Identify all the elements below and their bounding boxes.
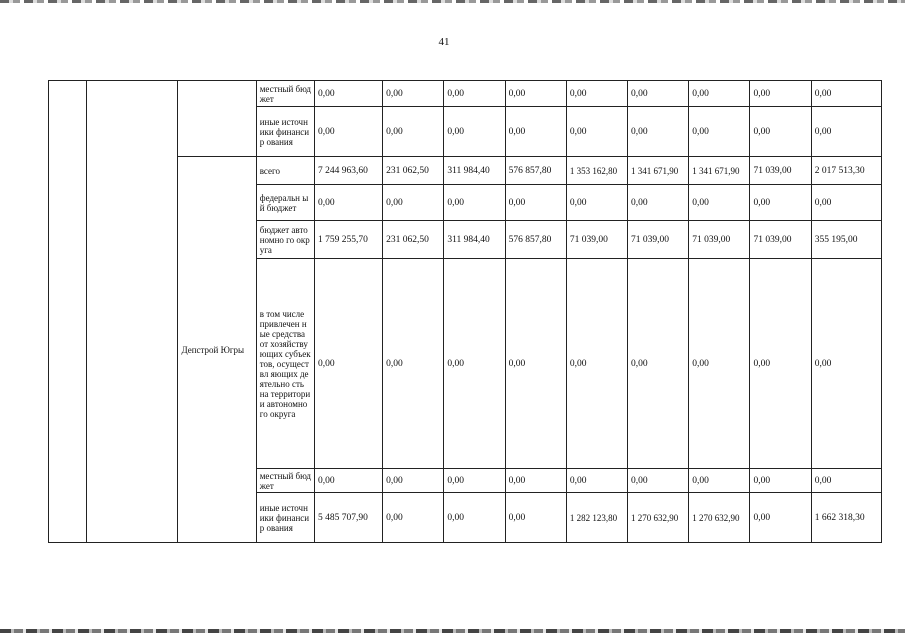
table-cell: 0,00 bbox=[314, 185, 382, 221]
table-cell: 231 062,50 bbox=[383, 157, 444, 185]
row-label: местный бюджет bbox=[256, 81, 314, 107]
table-cell: 71 039,00 bbox=[628, 221, 689, 259]
table-cell: 0,00 bbox=[811, 107, 881, 157]
table-cell: 0,00 bbox=[505, 469, 566, 493]
row-label: местный бюджет bbox=[256, 469, 314, 493]
table-cell: 0,00 bbox=[383, 81, 444, 107]
table-cell: 1 341 671,90 bbox=[689, 157, 750, 185]
table-cell: 0,00 bbox=[314, 259, 382, 469]
table-cell: 0,00 bbox=[383, 493, 444, 543]
row-label: всего bbox=[256, 157, 314, 185]
table-cell: 71 039,00 bbox=[566, 221, 627, 259]
table-cell: 0,00 bbox=[689, 469, 750, 493]
table-cell: 71 039,00 bbox=[750, 221, 811, 259]
table-cell: 0,00 bbox=[689, 259, 750, 469]
table-cell: 0,00 bbox=[383, 469, 444, 493]
table-cell: 0,00 bbox=[750, 107, 811, 157]
table-cell: 0,00 bbox=[444, 493, 505, 543]
table-cell: 5 485 707,90 bbox=[314, 493, 382, 543]
table-cell: 0,00 bbox=[566, 259, 627, 469]
table-cell: 0,00 bbox=[811, 81, 881, 107]
table-row bbox=[49, 81, 882, 107]
scan-edge-bottom bbox=[0, 629, 905, 633]
table-cell: 0,00 bbox=[628, 107, 689, 157]
table-cell: 355 195,00 bbox=[811, 221, 881, 259]
table-cell: 0,00 bbox=[750, 469, 811, 493]
table-cell: 0,00 bbox=[750, 493, 811, 543]
organization-name: Депстрой Югры bbox=[178, 157, 256, 543]
table-cell: 0,00 bbox=[750, 185, 811, 221]
table-cell: 0,00 bbox=[628, 259, 689, 469]
table-cell: 1 662 318,30 bbox=[811, 493, 881, 543]
table-cell: 0,00 bbox=[505, 107, 566, 157]
table-cell: 1 759 255,70 bbox=[314, 221, 382, 259]
table-cell: 0,00 bbox=[444, 107, 505, 157]
table-cell: 0,00 bbox=[444, 469, 505, 493]
table-cell: 0,00 bbox=[444, 81, 505, 107]
table-cell: 0,00 bbox=[505, 185, 566, 221]
table-cell: 231 062,50 bbox=[383, 221, 444, 259]
table-cell: 7 244 963,60 bbox=[314, 157, 382, 185]
table-cell: 0,00 bbox=[383, 185, 444, 221]
table-cell: 311 984,40 bbox=[444, 157, 505, 185]
table-cell: 0,00 bbox=[811, 185, 881, 221]
table-cell: 1 353 162,80 bbox=[566, 157, 627, 185]
table-cell: 0,00 bbox=[314, 107, 382, 157]
table-cell: 0,00 bbox=[628, 81, 689, 107]
table-cell: 1 270 632,90 bbox=[628, 493, 689, 543]
table-cell: 0,00 bbox=[314, 469, 382, 493]
table-cell: 311 984,40 bbox=[444, 221, 505, 259]
table-cell: 0,00 bbox=[314, 81, 382, 107]
table-cell: 1 270 632,90 bbox=[689, 493, 750, 543]
row-label: иные источники финансир ования bbox=[256, 493, 314, 543]
table-cell: 0,00 bbox=[689, 81, 750, 107]
table-cell: 0,00 bbox=[628, 469, 689, 493]
cell-empty bbox=[178, 81, 256, 157]
page-number: 41 bbox=[438, 36, 450, 48]
table-cell: 576 857,80 bbox=[505, 157, 566, 185]
table-cell: 1 341 671,90 bbox=[628, 157, 689, 185]
table-cell: 0,00 bbox=[383, 259, 444, 469]
row-label: иные источники финансир ования bbox=[256, 107, 314, 157]
table-cell: 0,00 bbox=[689, 107, 750, 157]
table-cell: 0,00 bbox=[566, 185, 627, 221]
table-cell: 0,00 bbox=[566, 107, 627, 157]
table-cell: 0,00 bbox=[505, 493, 566, 543]
table-cell: 0,00 bbox=[750, 259, 811, 469]
table-cell: 0,00 bbox=[811, 469, 881, 493]
table-cell: 71 039,00 bbox=[689, 221, 750, 259]
table-cell: 0,00 bbox=[689, 185, 750, 221]
table-cell: 71 039,00 bbox=[750, 157, 811, 185]
table-cell: 1 282 123,80 bbox=[566, 493, 627, 543]
cell-empty bbox=[87, 81, 178, 543]
table-cell: 0,00 bbox=[383, 107, 444, 157]
table-cell: 0,00 bbox=[505, 81, 566, 107]
table-cell: 0,00 bbox=[566, 81, 627, 107]
row-label: федеральн ый бюджет bbox=[256, 185, 314, 221]
table-cell: 0,00 bbox=[811, 259, 881, 469]
table-cell: 0,00 bbox=[566, 469, 627, 493]
row-label: в том числе привлечен ные средства от хозяйству ющих субъектов, осуществл яющих деятельно сть на территори и автономно го округа bbox=[256, 259, 314, 469]
cell-empty bbox=[49, 81, 87, 543]
budget-table bbox=[48, 80, 882, 543]
scan-edge-top bbox=[0, 0, 905, 3]
table-cell: 0,00 bbox=[444, 259, 505, 469]
table-cell: 0,00 bbox=[505, 259, 566, 469]
table-cell: 0,00 bbox=[628, 185, 689, 221]
table-cell: 2 017 513,30 bbox=[811, 157, 881, 185]
table-cell: 576 857,80 bbox=[505, 221, 566, 259]
table-cell: 0,00 bbox=[444, 185, 505, 221]
row-label: бюджет автономно го округа bbox=[256, 221, 314, 259]
table-cell: 0,00 bbox=[750, 81, 811, 107]
